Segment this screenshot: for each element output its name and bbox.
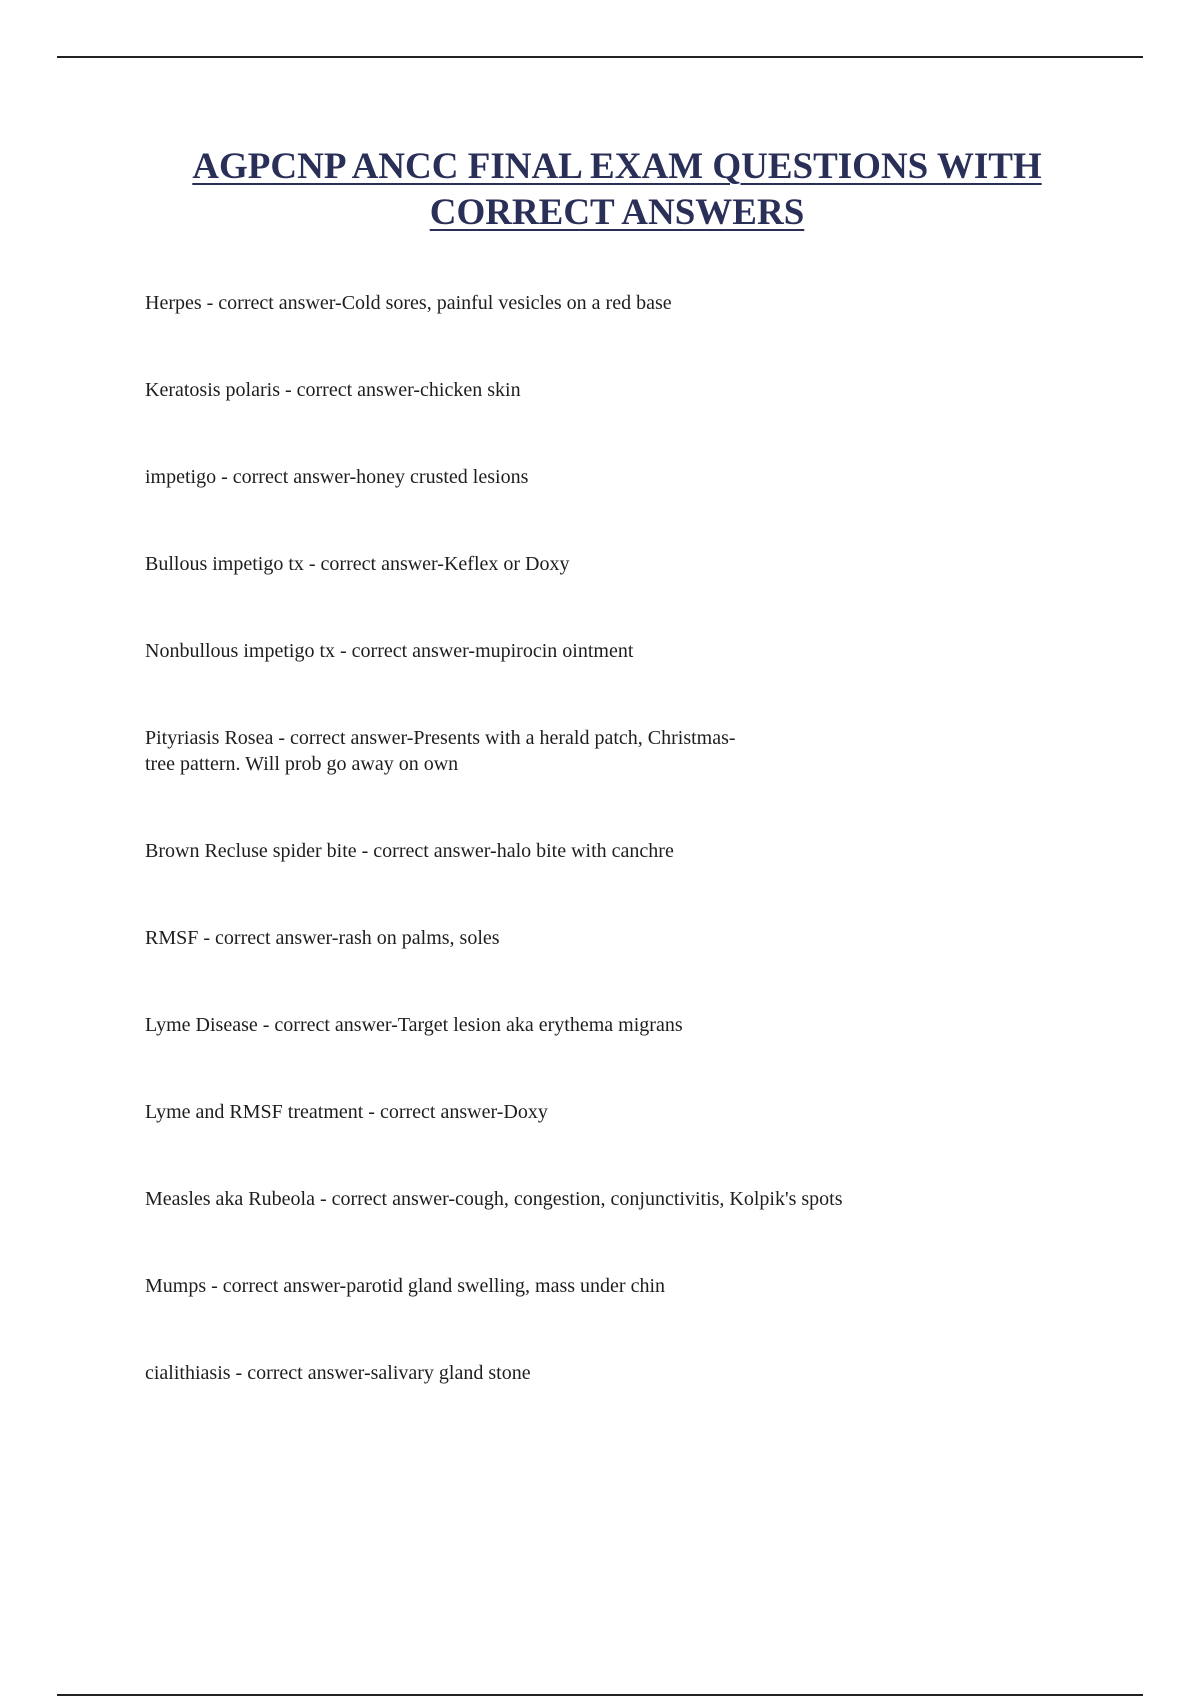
- qa-entry-bullous-impetigo: Bullous impetigo tx - correct answer-Keflex or Doxy: [145, 553, 570, 575]
- title-line-1: AGPCNP ANCC FINAL EXAM QUESTIONS WITH: [192, 146, 1042, 187]
- top-divider: [57, 56, 1143, 58]
- document-title: [0, 144, 1200, 236]
- qa-entry-brown-recluse: Brown Recluse spider bite - correct answer-halo bite with canchre: [145, 840, 674, 862]
- qa-entry-lyme-disease: Lyme Disease - correct answer-Target lesion aka erythema migrans: [145, 1014, 683, 1036]
- bottom-divider: [57, 1694, 1143, 1696]
- qa-entry-mumps: Mumps - correct answer-parotid gland swelling, mass under chin: [145, 1275, 666, 1297]
- qa-entry-pityriasis-rosea: [145, 725, 965, 777]
- qa-entry-line: tree pattern. Will prob go away on own: [145, 753, 459, 775]
- qa-entry-lyme-rmsf-treatment: Lyme and RMSF treatment - correct answer-Doxy: [145, 1101, 548, 1123]
- qa-entry-keratosis-polaris: Keratosis polaris - correct answer-chicken skin: [145, 379, 521, 401]
- qa-entry-rmsf: RMSF - correct answer-rash on palms, soles: [145, 927, 500, 949]
- qa-entry-cialithiasis: cialithiasis - correct answer-salivary gland stone: [145, 1362, 531, 1384]
- qa-entry-measles: Measles aka Rubeola - correct answer-cough, congestion, conjunctivitis, Kolpik's spots: [145, 1188, 843, 1210]
- title-line-2: CORRECT ANSWERS: [429, 192, 805, 233]
- qa-entry-line: Pityriasis Rosea - correct answer-Presents with a herald patch, Christmas-: [145, 727, 736, 749]
- qa-entry-nonbullous-impetigo: Nonbullous impetigo tx - correct answer-mupirocin ointment: [145, 640, 634, 662]
- qa-entry-herpes: Herpes - correct answer-Cold sores, painful vesicles on a red base: [145, 292, 672, 314]
- qa-list: [145, 290, 965, 1447]
- qa-entry-impetigo: impetigo - correct answer-honey crusted lesions: [145, 466, 529, 488]
